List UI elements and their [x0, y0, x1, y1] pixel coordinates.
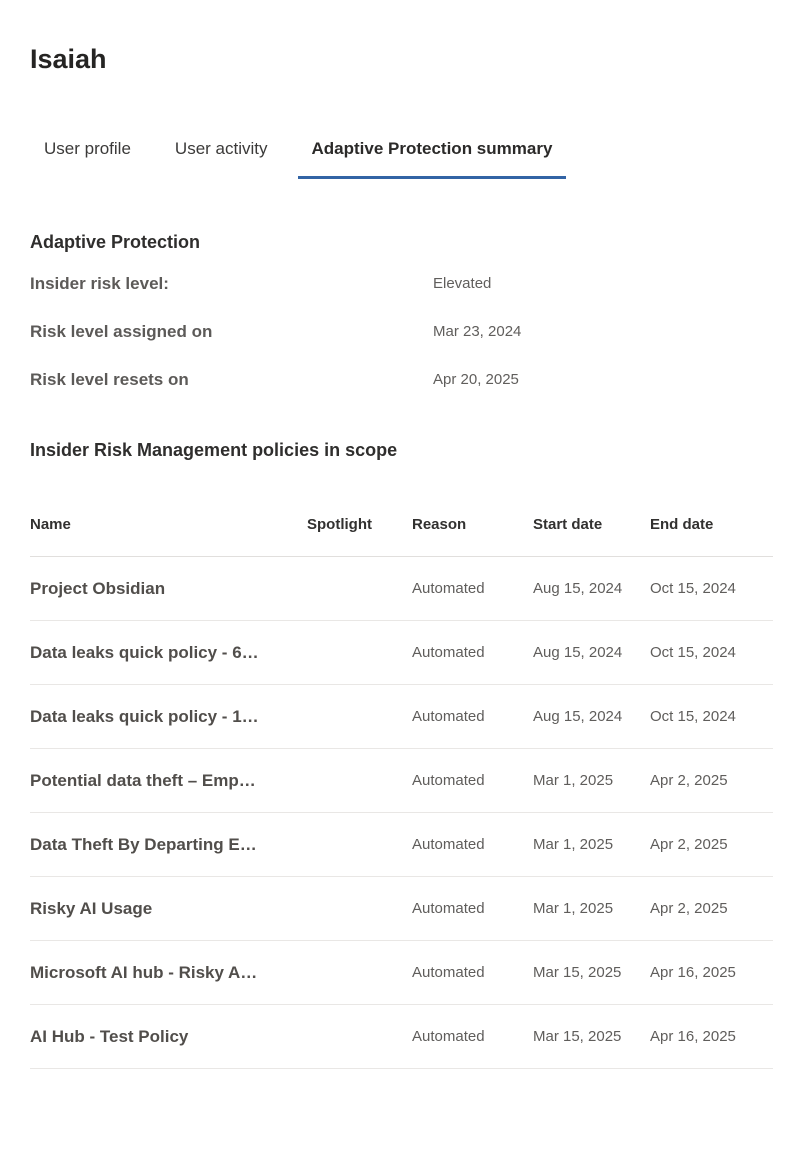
policy-end-date: Apr 2, 2025 — [650, 772, 728, 789]
policy-reason: Automated — [412, 772, 485, 789]
policy-name: Data leaks quick policy - 6… — [30, 642, 259, 662]
field-label: Risk level resets on — [30, 370, 189, 389]
policy-name: Microsoft AI hub - Risky A… — [30, 962, 258, 982]
field-label: Risk level assigned on — [30, 322, 213, 341]
policy-reason: Automated — [412, 644, 485, 661]
policy-spotlight — [307, 1005, 412, 1069]
policy-name: Data Theft By Departing E… — [30, 834, 257, 854]
policy-start-date: Mar 15, 2025 — [533, 964, 622, 981]
policy-end-date: Oct 15, 2024 — [650, 580, 736, 597]
field-value: Elevated — [433, 275, 492, 292]
table-row[interactable] — [30, 877, 773, 941]
table-row[interactable] — [30, 685, 773, 749]
policy-start-date: Mar 1, 2025 — [533, 836, 614, 853]
table-row[interactable] — [30, 813, 773, 877]
tab-bar — [30, 138, 773, 179]
column-header-start-date: Start date — [533, 516, 650, 557]
adaptive-protection-fields — [30, 273, 773, 390]
table-row[interactable] — [30, 749, 773, 813]
policy-spotlight — [307, 557, 412, 621]
table-row[interactable] — [30, 557, 773, 621]
policies-in-scope-heading: Insider Risk Management policies in scope — [30, 440, 398, 460]
policy-start-date: Mar 1, 2025 — [533, 772, 614, 789]
table-row[interactable] — [30, 1005, 773, 1069]
policy-name: Potential data theft – Emp… — [30, 770, 256, 790]
policy-spotlight — [307, 685, 412, 749]
policy-reason: Automated — [412, 836, 485, 853]
field-label: Insider risk level: — [30, 274, 169, 293]
policy-end-date: Apr 2, 2025 — [650, 900, 728, 917]
policy-name: Risky AI Usage — [30, 898, 153, 918]
field-value: Apr 20, 2025 — [433, 371, 519, 388]
policy-reason: Automated — [412, 1028, 485, 1045]
page-title: Isaiah — [30, 44, 107, 74]
policy-name: Project Obsidian — [30, 578, 166, 598]
table-header-row — [30, 516, 773, 557]
field-risk-level-assigned-on — [30, 321, 773, 342]
column-header-spotlight: Spotlight — [307, 516, 412, 557]
column-header-end-date: End date — [650, 516, 773, 557]
policy-start-date: Mar 15, 2025 — [533, 1028, 622, 1045]
policy-end-date: Apr 2, 2025 — [650, 836, 728, 853]
policy-end-date: Oct 15, 2024 — [650, 708, 736, 725]
tab-user-activity[interactable]: User activity — [174, 139, 268, 158]
policy-spotlight — [307, 749, 412, 813]
policy-name: AI Hub - Test Policy — [30, 1026, 189, 1046]
policy-spotlight — [307, 941, 412, 1005]
adaptive-protection-heading: Adaptive Protection — [30, 232, 201, 252]
policy-end-date: Apr 16, 2025 — [650, 964, 736, 981]
column-header-reason: Reason — [412, 516, 533, 557]
policy-spotlight — [307, 813, 412, 877]
policy-start-date: Aug 15, 2024 — [533, 580, 623, 597]
policy-end-date: Apr 16, 2025 — [650, 1028, 736, 1045]
policy-name: Data leaks quick policy - 1… — [30, 706, 259, 726]
tab-adaptive-protection-summary[interactable]: Adaptive Protection summary — [298, 138, 567, 179]
policies-table — [30, 516, 773, 1069]
field-insider-risk-level — [30, 273, 773, 294]
table-row[interactable] — [30, 621, 773, 685]
policy-start-date: Aug 15, 2024 — [533, 708, 623, 725]
tab-user-profile[interactable]: User profile — [44, 139, 131, 158]
policy-start-date: Mar 1, 2025 — [533, 900, 614, 917]
policy-reason: Automated — [412, 964, 485, 981]
policy-end-date: Oct 15, 2024 — [650, 644, 736, 661]
policy-spotlight — [307, 877, 412, 941]
field-risk-level-resets-on — [30, 369, 773, 390]
policy-spotlight — [307, 621, 412, 685]
policy-reason: Automated — [412, 900, 485, 917]
column-header-name: Name — [30, 516, 307, 557]
policy-reason: Automated — [412, 580, 485, 597]
policy-reason: Automated — [412, 708, 485, 725]
field-value: Mar 23, 2024 — [433, 323, 522, 340]
policy-start-date: Aug 15, 2024 — [533, 644, 623, 661]
table-row[interactable] — [30, 941, 773, 1005]
